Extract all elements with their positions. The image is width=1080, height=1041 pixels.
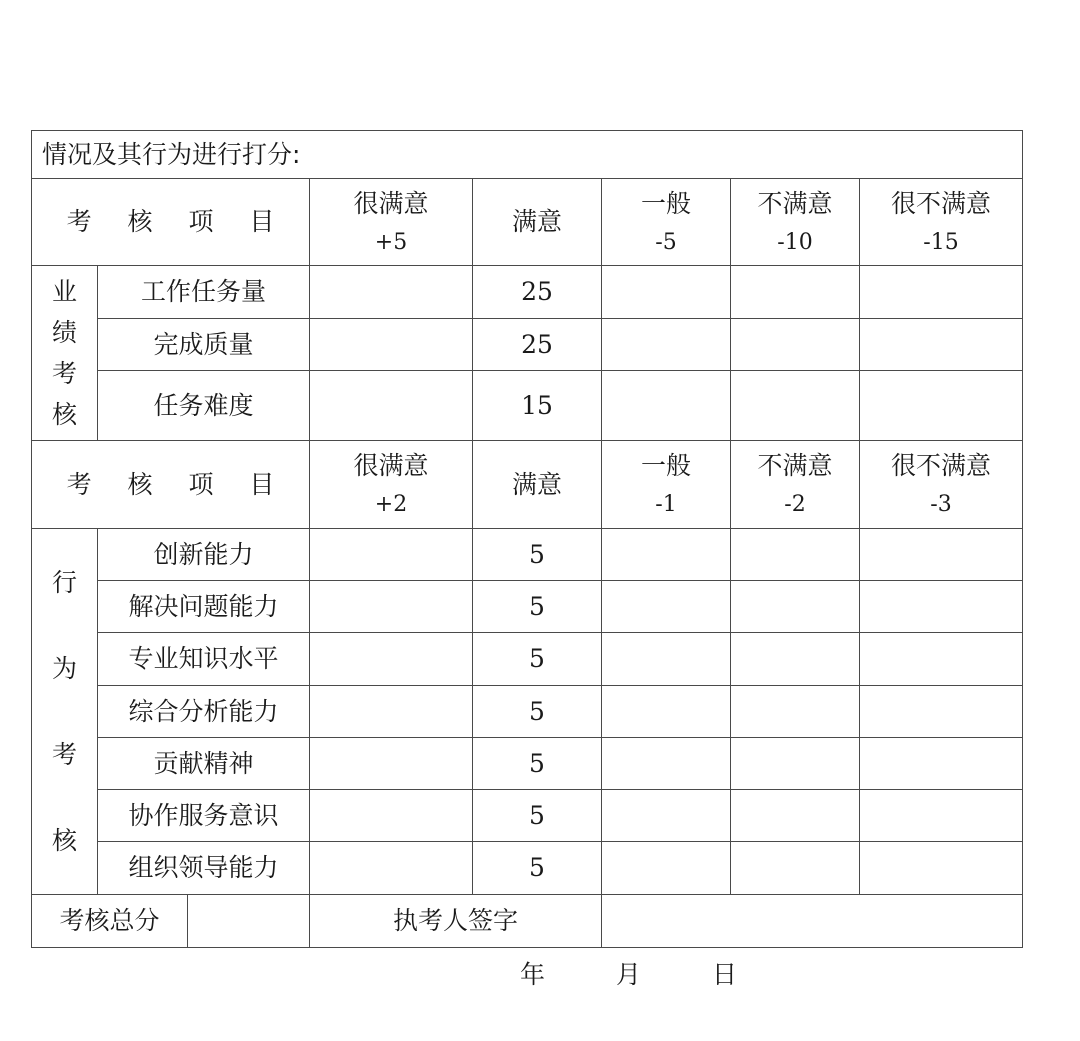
score-cell-very-dissatisfied[interactable] (860, 633, 1023, 686)
assessment-table (31, 130, 1023, 948)
category-char: 行 (51, 567, 77, 597)
category-char: 核 (51, 400, 77, 429)
item-name: 完成质量 (98, 319, 310, 371)
score-cell-very-satisfied[interactable] (310, 319, 473, 371)
header-very-dissatisfied (860, 441, 1023, 529)
table-row (32, 738, 1023, 790)
score-cell-satisfied[interactable]: 5 (473, 842, 602, 895)
score-cell-average[interactable] (602, 266, 731, 319)
date-month: 月 (616, 960, 642, 989)
score-cell-very-satisfied[interactable] (310, 581, 473, 633)
header-very-dissatisfied (860, 179, 1023, 266)
table-row (32, 686, 1023, 738)
score-cell-satisfied[interactable]: 15 (473, 371, 602, 441)
header-label: 不满意 (757, 451, 833, 481)
score-cell-average[interactable] (602, 319, 731, 371)
score-cell-very-dissatisfied[interactable] (860, 266, 1023, 319)
score-cell-average[interactable] (602, 686, 731, 738)
item-name: 工作任务量 (98, 266, 310, 319)
total-score-label: 考核总分 (32, 895, 188, 948)
item-name: 创新能力 (98, 529, 310, 581)
score-cell-dissatisfied[interactable] (731, 319, 860, 371)
table-row (32, 319, 1023, 371)
score-cell-satisfied[interactable]: 5 (473, 581, 602, 633)
item-header-label: 考 核 项 目 (66, 207, 289, 237)
score-cell-satisfied[interactable]: 25 (473, 319, 602, 371)
category-char: 考 (51, 739, 77, 769)
item-name: 综合分析能力 (98, 686, 310, 738)
score-cell-dissatisfied[interactable] (731, 738, 860, 790)
table-row (32, 371, 1023, 441)
score-cell-very-satisfied[interactable] (310, 633, 473, 686)
header-score: +5 (374, 229, 408, 255)
header-average (602, 179, 731, 266)
performance-item-header (32, 179, 310, 266)
score-cell-satisfied[interactable]: 5 (473, 790, 602, 842)
score-cell-dissatisfied[interactable] (731, 581, 860, 633)
score-cell-very-satisfied[interactable] (310, 686, 473, 738)
score-cell-dissatisfied[interactable] (731, 686, 860, 738)
item-header-label: 考 核 项 目 (66, 469, 289, 499)
score-cell-dissatisfied[interactable] (731, 529, 860, 581)
score-cell-very-dissatisfied[interactable] (860, 686, 1023, 738)
score-cell-satisfied[interactable]: 25 (473, 266, 602, 319)
signature-field[interactable] (602, 895, 1023, 948)
score-cell-average[interactable] (602, 633, 731, 686)
item-name: 贡献精神 (98, 738, 310, 790)
category-char: 绩 (51, 318, 77, 347)
header-very-satisfied (310, 179, 473, 266)
score-cell-very-satisfied[interactable] (310, 790, 473, 842)
header-label: 满意 (511, 207, 562, 237)
header-average (602, 441, 731, 529)
header-label: 不满意 (757, 188, 833, 218)
score-cell-very-satisfied[interactable] (310, 266, 473, 319)
header-label: 很满意 (353, 451, 429, 481)
behavior-item-header (32, 441, 310, 529)
header-score: -3 (930, 492, 952, 518)
header-score: -10 (777, 229, 813, 255)
score-cell-dissatisfied[interactable] (731, 842, 860, 895)
score-cell-very-dissatisfied[interactable] (860, 738, 1023, 790)
category-char: 为 (51, 653, 77, 683)
date-year: 年 (520, 960, 546, 989)
header-score: -15 (923, 229, 959, 255)
header-label: 很满意 (353, 188, 429, 218)
score-cell-satisfied[interactable]: 5 (473, 738, 602, 790)
score-cell-satisfied[interactable]: 5 (473, 529, 602, 581)
score-cell-average[interactable] (602, 842, 731, 895)
score-cell-satisfied[interactable]: 5 (473, 686, 602, 738)
item-name: 协作服务意识 (98, 790, 310, 842)
item-name: 组织领导能力 (98, 842, 310, 895)
category-char: 业 (51, 277, 77, 306)
score-cell-satisfied[interactable]: 5 (473, 633, 602, 686)
score-cell-average[interactable] (602, 371, 731, 441)
behavior-category (32, 529, 98, 895)
table-row (32, 529, 1023, 581)
score-cell-dissatisfied[interactable] (731, 790, 860, 842)
score-cell-very-dissatisfied[interactable] (860, 842, 1023, 895)
header-score: -2 (784, 492, 806, 518)
performance-category (32, 266, 98, 441)
header-label: 一般 (640, 188, 691, 218)
score-cell-average[interactable] (602, 529, 731, 581)
date-day: 日 (712, 960, 738, 989)
date-line (0, 955, 1080, 991)
behavior-header-row (32, 441, 1023, 529)
header-label: 很不满意 (890, 451, 991, 481)
score-cell-very-satisfied[interactable] (310, 842, 473, 895)
header-very-satisfied (310, 441, 473, 529)
signer-label: 执考人签字 (310, 895, 602, 948)
category-char: 考 (51, 359, 77, 388)
score-cell-very-dissatisfied[interactable] (860, 790, 1023, 842)
table-row (32, 842, 1023, 895)
table-row (32, 266, 1023, 319)
score-cell-average[interactable] (602, 738, 731, 790)
header-label: 满意 (511, 469, 562, 499)
header-label: 很不满意 (890, 188, 991, 218)
total-score-field[interactable] (188, 895, 310, 948)
header-dissatisfied (731, 441, 860, 529)
score-cell-average[interactable] (602, 581, 731, 633)
header-dissatisfied (731, 179, 860, 266)
item-name: 任务难度 (98, 371, 310, 441)
intro-text: 情况及其行为进行打分: (32, 131, 1023, 179)
category-char: 核 (51, 825, 77, 855)
score-cell-very-satisfied[interactable] (310, 738, 473, 790)
table-row (32, 581, 1023, 633)
score-cell-dissatisfied[interactable] (731, 633, 860, 686)
score-cell-very-satisfied[interactable] (310, 529, 473, 581)
header-score: -5 (655, 229, 677, 255)
score-cell-dissatisfied[interactable] (731, 266, 860, 319)
score-cell-very-dissatisfied[interactable] (860, 319, 1023, 371)
performance-header-row (32, 179, 1023, 266)
score-cell-average[interactable] (602, 790, 731, 842)
score-cell-very-dissatisfied[interactable] (860, 371, 1023, 441)
header-label: 一般 (640, 451, 691, 481)
score-cell-very-satisfied[interactable] (310, 371, 473, 441)
table-row (32, 633, 1023, 686)
intro-row (32, 131, 1023, 179)
table-row (32, 790, 1023, 842)
header-satisfied (473, 179, 602, 266)
item-name: 专业知识水平 (98, 633, 310, 686)
score-cell-dissatisfied[interactable] (731, 371, 860, 441)
score-cell-very-dissatisfied[interactable] (860, 529, 1023, 581)
item-name: 解决问题能力 (98, 581, 310, 633)
score-cell-very-dissatisfied[interactable] (860, 581, 1023, 633)
header-score: -1 (655, 492, 677, 518)
footer-row (32, 895, 1023, 948)
header-score: +2 (374, 492, 408, 518)
header-satisfied (473, 441, 602, 529)
